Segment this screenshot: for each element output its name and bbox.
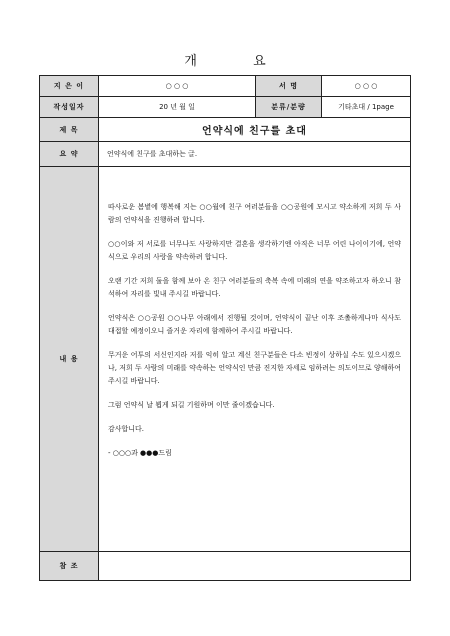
- document-title: 개 요: [184, 54, 292, 69]
- author-value: ○ ○ ○: [99, 76, 256, 97]
- content-cell: [99, 167, 411, 552]
- summary-form-table: [39, 75, 411, 581]
- category-value: 기타초대 / 1page: [322, 97, 411, 118]
- content-paragraph: 따사로운 봄볕에 행복해 지는 ○○월에 친구 여러분들을 ○○공원에 모시고 약소하게 저희 두 사람의 언약식을 진행하려 합니다.: [108, 203, 401, 224]
- summary-label: 요 약: [40, 142, 99, 167]
- signature-value: ○ ○ ○: [322, 76, 411, 97]
- subject-row: [40, 118, 411, 142]
- subject-value: 언약식에 친구를 초대: [99, 118, 411, 142]
- content-label: 내 용: [40, 167, 99, 552]
- content-row: [40, 167, 411, 552]
- reference-value: [99, 552, 411, 581]
- content-paragraph: 언약식은 ○○공원 ○○나무 아래에서 진행될 것이며, 언약식이 끝난 이후 조촐하게나마 식사도 대접할 예정이오니 즐거운 자리에 함께하여 주시길 바랍니다.: [108, 314, 401, 335]
- subject-label: 제 목: [40, 118, 99, 142]
- content-paragraph: 그럼 언약식 날 뵙게 되길 기원하며 이만 줄이겠습니다.: [108, 401, 275, 409]
- content-paragraph: 오랜 기간 저희 둘을 함께 보아 온 친구 여러분들의 축복 속에 미래의 연을 약조하고자 하오니 참석하여 자리를 빛내 주시길 바랍니다.: [108, 277, 401, 298]
- summary-value: 언약식에 친구를 초대하는 글.: [99, 142, 411, 167]
- signoff-line: - ○○○과 ●●●드림: [108, 449, 172, 457]
- signature-label: 서 명: [256, 76, 322, 97]
- content-body: [99, 167, 410, 460]
- reference-row: [40, 552, 411, 581]
- author-label: 지 은 이: [40, 76, 99, 97]
- date-row: [40, 97, 411, 118]
- reference-label: 참 조: [40, 552, 99, 581]
- author-row: [40, 76, 411, 97]
- category-label: 분류/분량: [256, 97, 322, 118]
- summary-row: [40, 142, 411, 167]
- content-paragraph: 무거운 어투의 서신인지라 저를 익히 알고 계신 친구분들은 다소 빈정이 상하실 수도 있으시겠으나, 저희 두 사람의 미래를 약속하는 언약식인 만큼 진지한 자세로 임하려는 의도이므로 양해하여 주시길 바랍니다.: [108, 351, 401, 385]
- date-label: 작성일자: [40, 97, 99, 118]
- content-paragraph: 감사합니다.: [108, 425, 145, 433]
- date-value: 20 년 월 일: [99, 97, 256, 118]
- content-paragraph: ○○이와 저 서로를 너무나도 사랑하지만 결혼을 생각하기엔 아직은 너무 어린 나이이기에, 언약식으로 우리의 사랑을 약속하려 합니다.: [108, 240, 401, 261]
